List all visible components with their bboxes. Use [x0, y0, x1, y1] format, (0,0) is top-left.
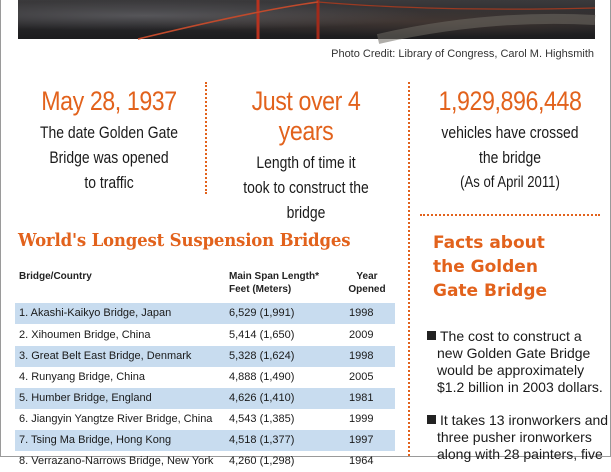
fact-line: new Golden Gate Bridge	[437, 345, 591, 361]
header-line: Year	[356, 271, 378, 282]
table-row	[15, 346, 395, 367]
divider	[205, 82, 207, 194]
stat-line: Bridge was opened	[49, 148, 169, 167]
table-row	[15, 325, 395, 346]
stat-description	[227, 150, 384, 225]
column-header-bridge: Bridge/Country	[19, 271, 92, 282]
stat-line: took to construct the	[243, 178, 369, 197]
stat-value: May 28, 1937	[41, 86, 177, 116]
divider	[408, 82, 410, 456]
fact-line: The cost to construct a	[440, 328, 582, 344]
table-row	[15, 303, 395, 324]
bridge-name: 1. Akashi-Kaikyo Bridge, Japan	[19, 307, 172, 319]
year-opened: 1998	[349, 350, 374, 362]
header-line: Main Span Length*	[229, 271, 319, 282]
year-opened: 1998	[349, 307, 374, 319]
table-title: World's Longest Suspension Bridges	[18, 230, 351, 251]
bullet-square-icon	[427, 415, 436, 424]
span-length: 6,529 (1,991)	[229, 307, 295, 319]
bridge-name: 2. Xihoumen Bridge, China	[19, 329, 151, 341]
bullet-square-icon	[427, 331, 436, 340]
divider	[420, 214, 600, 216]
year-opened: 1964	[349, 455, 374, 467]
stat-line: Length of time it	[256, 153, 356, 172]
photo-credit: Photo Credit: Library of Congress, Carol M. Highsmith	[331, 48, 594, 60]
fact-line: $1.2 billion in 2003 dollars.	[437, 379, 603, 395]
year-opened: 1999	[349, 413, 374, 425]
bridge-name: 6. Jiangyin Yangtze River Bridge, China	[19, 413, 213, 425]
stat-value: 1,929,896,448	[438, 86, 582, 116]
stat-construction-time	[210, 86, 402, 225]
fact-line: It takes 13 ironworkers and	[440, 412, 609, 428]
stat-opening-date	[14, 86, 204, 195]
bridge-name: 8. Verrazano-Narrows Bridge, New York	[19, 455, 214, 467]
column-header-span	[229, 270, 319, 296]
fact-line: three pusher ironworkers	[437, 429, 592, 445]
span-length: 4,543 (1,385)	[229, 413, 295, 425]
table-row	[15, 388, 395, 409]
header-line: Opened	[348, 284, 386, 295]
stat-vehicles	[412, 86, 608, 195]
bridge-photo	[18, 0, 595, 39]
span-length: 4,888 (1,490)	[229, 371, 295, 383]
bridge-name: 5. Humber Bridge, England	[19, 392, 152, 404]
stat-value: Just over 4 years	[251, 86, 361, 146]
fact-item	[427, 412, 607, 463]
year-opened: 2009	[349, 329, 374, 341]
year-opened: 1981	[349, 392, 374, 404]
facts-title-line: the Golden	[433, 257, 538, 277]
column-header-year	[347, 270, 387, 296]
fact-line: along with 28 painters, five	[437, 446, 603, 462]
fact-item	[427, 328, 607, 396]
span-length: 4,518 (1,377)	[229, 434, 295, 446]
span-length: 4,626 (1,410)	[229, 392, 295, 404]
span-length: 5,414 (1,650)	[229, 329, 295, 341]
stat-line: to traffic	[84, 173, 134, 192]
stat-line: The date Golden Gate	[40, 123, 178, 142]
year-opened: 1997	[349, 434, 374, 446]
year-opened: 2005	[349, 371, 374, 383]
fact-line: would be approximately	[437, 362, 585, 378]
table-row	[15, 430, 395, 451]
bridge-silhouette	[18, 0, 595, 39]
facts-title-line: Gate Bridge	[433, 281, 548, 301]
stat-description	[31, 120, 187, 195]
stat-line: bridge	[286, 203, 326, 222]
facts-title	[433, 231, 547, 303]
bridge-name: 7. Tsing Ma Bridge, Hong Kong	[19, 434, 172, 446]
bridge-name: 3. Great Belt East Bridge, Denmark	[19, 350, 192, 362]
bridge-name: 4. Runyang Bridge, China	[19, 371, 145, 383]
span-length: 5,328 (1,624)	[229, 350, 295, 362]
stat-description	[430, 120, 591, 195]
header-line: Feet (Meters)	[229, 284, 292, 295]
stat-line: the bridge	[478, 148, 542, 167]
stat-line: vehicles have crossed	[441, 123, 579, 142]
table-row	[15, 451, 395, 467]
span-length: 4,260 (1,298)	[229, 455, 295, 467]
table-row	[15, 409, 395, 430]
table-row	[15, 367, 395, 388]
facts-title-line: Facts about	[433, 233, 545, 253]
stat-line: (As of April 2011)	[460, 174, 560, 191]
